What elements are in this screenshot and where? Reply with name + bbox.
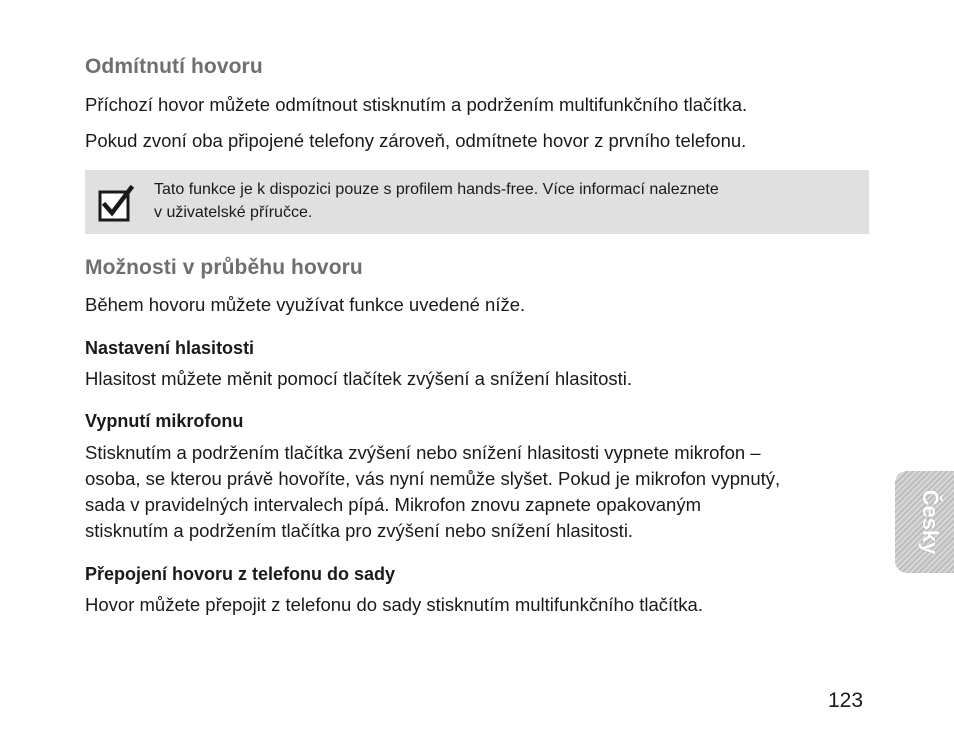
subheading-mute: Vypnutí mikrofonu	[85, 411, 244, 431]
note-text-line-2: v uživatelské příručce.	[154, 204, 313, 221]
options-intro: Během hovoru můžete využívat funkce uvedené níže.	[85, 294, 526, 315]
volume-text: Hlasitost můžete měnit pomocí tlačítek zvýšení a snížení hlasitosti.	[85, 368, 633, 389]
note-text-line-1: Tato funkce je k dispozici pouze s profilem hands-free. Více informací naleznete	[154, 181, 719, 198]
section-heading-call-options: Možnosti v průběhu hovoru	[85, 256, 363, 279]
reject-paragraph-2: Pokud zvoní oba připojené telefony zároveň, odmítnete hovor z prvního telefonu.	[85, 130, 747, 151]
note-box	[85, 170, 869, 234]
section-heading-reject-call: Odmítnutí hovoru	[85, 55, 263, 78]
subheading-volume: Nastavení hlasitosti	[85, 338, 255, 358]
mute-text-line-2: osoba, se kterou právě hovoříte, vás nyní nemůže slyšet. Pokud je mikrofon vypnutý,	[85, 468, 781, 489]
mute-text-line-1: Stisknutím a podržením tlačítka zvýšení nebo snížení hlasitosti vypnete mikrofon –	[85, 442, 761, 463]
subheading-transfer: Přepojení hovoru z telefonu do sady	[85, 564, 396, 584]
checkbox-check-icon	[97, 185, 135, 223]
transfer-text: Hovor můžete přepojit z telefonu do sady stisknutím multifunkčního tlačítka.	[85, 594, 703, 615]
language-side-tab	[895, 471, 954, 573]
mute-text-line-3: sada v pravidelných intervalech pípá. Mikrofon znovu zapnete opakovaným	[85, 494, 701, 515]
page-number: 123	[828, 689, 864, 712]
reject-paragraph-1: Příchozí hovor můžete odmítnout stisknutím a podržením multifunkčního tlačítka.	[85, 94, 748, 115]
mute-text-line-4: stisknutím a podržením tlačítka pro zvýšení nebo snížení hlasitosti.	[85, 520, 634, 541]
language-tab-label: Česky	[918, 489, 943, 555]
